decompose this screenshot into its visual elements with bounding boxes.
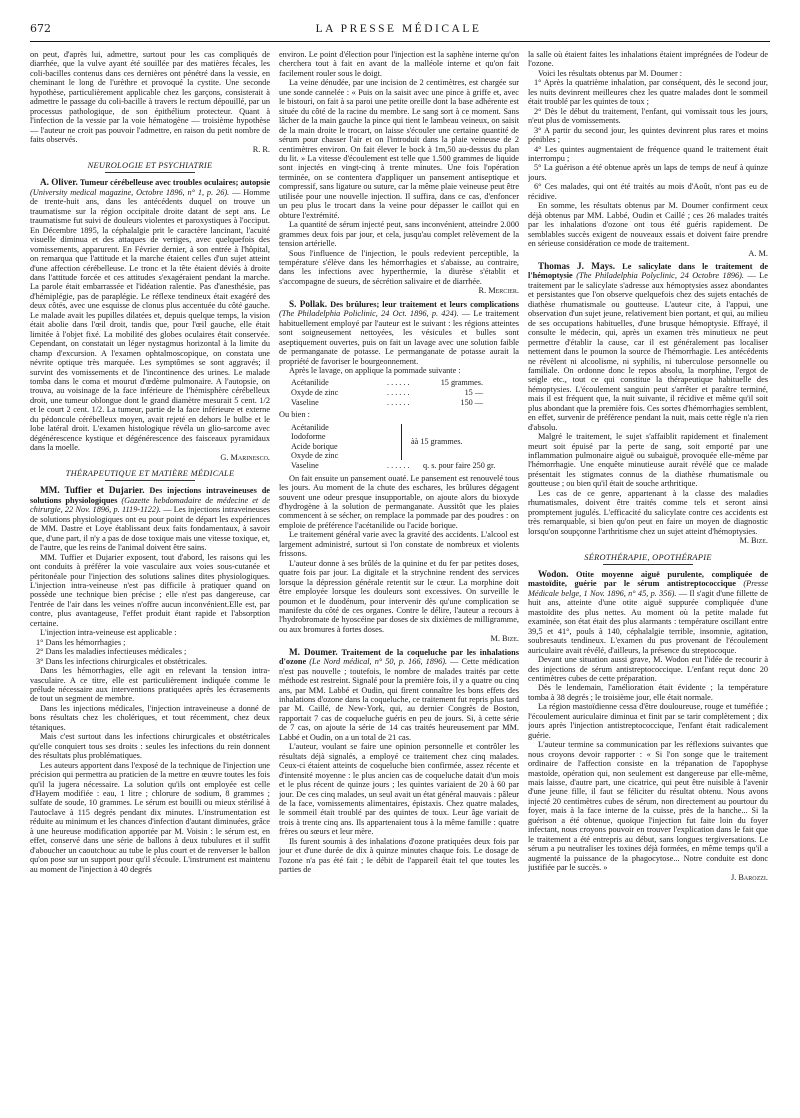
- ingredient-qty: q. s. pour faire 250 gr.: [423, 461, 496, 471]
- columns: [30, 50, 770, 1118]
- indication-list: [30, 638, 270, 666]
- formula-row: [291, 388, 519, 398]
- article-body: — Homme de trente-huit ans, dans les antécédents duquel on trouve un traumatisme sur la région occipitale droite datant de sept ans. Le traumatisme fut suivi de douleurs violentes et paroxystiques à l'occiput. En Décembre 1895, la céphalalgie prit le caractère lancinant, l'acuité visuelle diminua et des attaques de vertiges, avec quelquefois des vomissements, apparurent. En Février dernier, à son entrée à l'hôpital, on remarqua que l'attitude et la marche étaient celles d'un sujet atteint d'une affection cérébelleuse. Le tronc et la tête étaient déviés à droite dans l'attitude forcée et ces attitudes s'exagéraient pendant la marche. La parole était embarrassée et l'idéation ralentie. Pas d'anesthésie, pas d'hémiplégie, pas de paraplégie. Le réflexe tendineux était exagéré des deux côtés, avec une esquisse de clonus plus accentuée du côté gauche. Le malade avait les pupilles dilatées et, depuis quelque temps, la vision était abolie dans l'œil droit, tandis que, pour l'œil gauche, elle était limitée à l'objet fixé. La mobilité des globes oculaires était conservée. Cependant, on constatait un léger nystagmus horizontal à la limite du champ d'excursion. A l'examen ophtalmoscopique, on constata une névrite optique très marquée. Les symptômes se sont aggravés; il survint des vomissements et de l'incontinence des urines. Le malade tomba dans le coma et mourut d'œdème pulmonaire. A l'autopsie, on trouva, au voisinage de la face inférieure de l'hémisphère cérébelleux droit, une tumeur oblongue dont le grand diamètre mesurait 5 cent. 1/2 et le court 2 cent. 1/2. La tumeur, partie de la face inférieure et externe du pédoncule cérébelleux moyen, avait rejeté en dehors le bulbe et le lobe latéral droit. L'examen histologique révéla un glio-sarcome avec dégénérescence kystique et dégénérescence des faisceaux pyramidaux dans la moelle.: [30, 187, 270, 453]
- list-item: 5° La guérison a été obtenue après un laps de temps de neuf à quinze jours.: [528, 163, 768, 182]
- brace: [401, 424, 405, 460]
- ingredient-qty: àà 15 grammes.: [411, 437, 463, 447]
- paragraph: La région mastoïdienne cessa d'être douloureuse, rouge et tuméfiée ; l'écoulement auriculaire diminua et finit par se tarir complètement ; dix jours après l'injection antistreptococcique, l'enfant était radicalement guérie.: [528, 702, 768, 740]
- list-item: 1° Dans les hémorrhagies ;: [36, 637, 126, 647]
- signature: J. Barozzi.: [731, 872, 768, 882]
- paragraph: Ils furent soumis à des inhalations d'ozone pratiquées deux fois par jour et d'une durée de dix à quinze minutes chaque fois. Le dosage de l'ozone n'a pas été fait ; le débit de l'appareil était tel que toutes les parties de: [279, 836, 519, 875]
- section-heading: THÉRAPEUTIQUE ET MATIÈRE MÉDICALE: [30, 469, 270, 481]
- paragraph: En somme, les résultats obtenus par M. Doumer confirment ceux déjà obtenus par MM. Labbé, Oudin et Caillé ; ces 26 malades traités par les inhalations d'ozone ont tous été guéris rapidement. De semblables succès exigent de nouveaux essais et doivent faire prendre en sérieuse considération ce mode de traitement.: [528, 201, 768, 249]
- ingredient-qty: 15 grammes.: [440, 378, 483, 388]
- list-item: 1° Après la quatrième inhalation, par conséquent, dès le second jour, les nuits devinrent meilleures chez les quatre malades dont le sommeil était troublé par les quintes de toux ;: [528, 78, 768, 107]
- brace-group: [291, 423, 519, 461]
- list-item: 2° Dans les maladies infectieuses médicales ;: [36, 647, 187, 657]
- signature: R. R.: [252, 144, 270, 154]
- paragraph: La veine dénudée, par une incision de 2 centimètres, est chargée sur une sonde cannelée : « Puis on la saisit avec une pince à griffe et, avec le bistouri, on fait à sa paroi une petite oreille dont la base adhérente est située du côté de la racine du membre. Le sang sort à ce moment. Sans lâcher de la main gauche la pince qui tient le lambeau veineux, on saisit de la main droite le trocart, on laisse s'écouler une certaine quantité de sérum pour chasser l'air et on l'introduit dans la plaie veineuse de 2 centimètres environ. On fait élever le bock à 1m,50 au-dessus du plan du lit. » La vitesse d'écoulement est telle que 1.500 grammes de liquide sont injectés en vingt-cinq à trente minutes. Une fois l'opération terminée, on se contentera d'appliquer un pansement antiseptique et compressif, sans ligature ou suture, car la même plaie veineuse peut être utilisée pour une nouvelle injection. Il suffira, dans ce cas, d'enfoncer un peu plus le trocart dans la veine pour dépasser le caillot qui en obture l'extrémité.: [279, 78, 519, 220]
- ingredient-qty: 15 —: [464, 388, 483, 397]
- ingredient-name: Acétanilide: [291, 378, 329, 388]
- article-body: — Le traitement habituellement employé par l'auteur est le suivant : les régions atteintes sont soigneusement nettoyées, les vésicules et bulles sont aseptiquement ouvertes, puis on fait un lavage avec une solution faible de permanganate de potasse. Le permanganate de potasse aurait la propriété de favoriser le bourgeonnement.: [279, 309, 519, 366]
- paragraph: L'auteur donne à ses brûlés de la quinine et du fer par petites doses, quatre fois par jour. La digitale et la strychnine rendent des services lorsque la dépression générale retentit sur le cœur. La morphine doit être employée lorsque les douleurs sont excessives. On surveille le poumon et le duodénum, pour intervenir dès qu'une complication se manifeste du côté de ces organes. Contre le délire, l'auteur a recours à l'hydrobromate de hyoscéine par doses de six dixièmes de milligramme, ou aux bromures à fortes doses.: [279, 558, 519, 634]
- ingredient-name: Vaseline: [291, 397, 319, 407]
- article-title: Otite moyenne aiguë purulente, compliquée de mastoïdite, guérie par le sérum antistreptococcique: [528, 570, 768, 589]
- column-1: [30, 50, 270, 1118]
- leader-dots: . . . . . .: [387, 397, 410, 407]
- article-source: (The Philadelphia Polyclinic, 24 Octobre 1896).: [576, 271, 744, 281]
- paragraph: Malgré le traitement, le sujet s'affaiblit rapidement et finalement meurt soit épuisé par la perte de sang, soit emporté par une inflammation pulmonaire aiguë ou subaiguë, provoquée elle-même par l'hémorrhagie. Une enquête minutieuse aurait révélé que ce malade présentait les stigmates connus de la diathèse rhumatismale ou goutteuse ; ou bien qu'il était de souche arthritique.: [528, 432, 768, 489]
- article-mays: [528, 262, 768, 432]
- list-item: 4° Les quintes augmentaient de fréquence quand le traitement était interrompu ;: [528, 144, 768, 163]
- list-item: 6° Ces malades, qui ont été traités au mois d'Août, n'ont pas eu de récidive.: [528, 182, 768, 201]
- ingredient-name: Oxyde de zinc: [291, 388, 339, 397]
- article-source: (Gazette hebdomadaire de médecine et de chirurgie, 22 Nov. 1896, p. 1119-1122).: [30, 495, 270, 515]
- paragraph: Devant une situation aussi grave, M. Wodon eut l'idée de recourir à des injections de sérum antistreptococcique. L'enfant reçut donc 20 centimètres cubes de cette préparation.: [528, 655, 768, 683]
- article-title: Des brûlures; leur traitement et leurs complications: [330, 299, 519, 309]
- ingredient-name: Oxyde de zinc: [291, 451, 339, 461]
- leader-dots: . . . . . .: [387, 388, 410, 397]
- paragraph: Dès le lendemain, l'amélioration était évidente ; la température tomba à 38 degrés ; le troisième jour, elle était normale.: [528, 683, 768, 702]
- article-body: — Les injections intraveineuses de solutions physiologiques ont eu pour point de départ les expériences de MM. Dastre et Loye établissant deux faits fondamentaux, à savoir que, d'une part, il n'y a pas de dose toxique mais une vitesse toxique, et, de l'autre, que les reins de l'animal doivent être sains.: [30, 505, 270, 553]
- paragraph: La quantité de sérum injecté peut, sans inconvénient, atteindre 2.000 grammes deux fois par jour, et cela, jusqu'au complet relèvement de la tension artérielle.: [279, 220, 519, 249]
- article-body: — Il s'agit d'une fillette de huit ans, atteinte d'une otite aiguë suppurée compliquée d'une mastoïdite des plus nettes. Au moment où la petite malade fut examinée, son état était des plus alarmants : température oscillant entre 39,5 et 41°, pouls à 140, céphalalgie terrible, insomnie, agitation, soubresauts tendineux. L'examen du pus provenant de l'écoulement auriculaire avait révélé, d'ailleurs, la présence du streptocoque.: [528, 588, 768, 655]
- ingredient-name: Acide borique: [291, 441, 338, 451]
- article-title: Le salicylate dans le traitement de l'hémoptysie: [528, 261, 768, 281]
- prescription-2: [291, 423, 519, 471]
- results-list: [528, 78, 768, 201]
- signature: R. Mercier.: [478, 286, 519, 296]
- column-3: [528, 50, 768, 1118]
- paragraph: On fait ensuite un pansement ouaté. Le pansement est renouvelé tous les jours. Au moment de la chute des eschares, les brûlures dégagent souvent une odeur presque insupportable, on ajoute alors du bioxyde d'hydrogène à la solution de permanganate. Aussitôt que les plaies commencent à se sécher, on remplace la pommade par des poudres : on emploie de préférence l'acétanilide ou l'acide borique.: [279, 473, 519, 530]
- page-number: 672: [30, 22, 51, 35]
- article-body: — Le traitement par le salicylate s'adresse aux hémoptysies assez abondantes et persistantes que l'on observe quelquefois chez des sujets entachés de diathèse rhumatismale ou goutteuse. L'auteur cite, à l'appui, une observation d'un sujet jeune, relativement bien portant, et qui, au milieu de ses occupations habituelles, d'une brusque hémoptysie. Effrayé, il consulte le médecin, qui, après un examen très minutieux ne peut permettre d'établir la cause, car il est généralement pas localiser nettement dans le poumon la source de l'hémorrhagie. Les antécédents ne révèlent ni alcoolisme, ni syphilis, ni tuberculose personnelle ou familiale. On ordonne donc le repos absolu, la morphine, l'ergot de seigle etc., tout ce qui constitue la thérapeutique habituelle des hémoptysies. L'écoulement sanguin peut s'arrêter et paraître terminé, mais il est fréquent que, la nuit suivante, il récidive et même qu'il soit plus abondant que la première fois. Ces sortes d'hémorrhagies semblent, en effet, survenir de préférence pendant la nuit, mais cette règle n'a rien d'absolu.: [528, 271, 768, 432]
- article-source: (Presse Médicale belge, 1 Nov. 1896, n° 45, p. 356).: [528, 579, 768, 598]
- ingredient-name: Acétanilide: [291, 422, 329, 432]
- column-2: [279, 50, 519, 1118]
- paragraph: Dans les hémorrhagies, elle agit en relevant la tension intra-vasculaire. A ce titre, elle est particulièrement indiquée comme le prélude nécessaire aux interventions pratiquées après les écrasements de tout un segment de membre.: [30, 666, 270, 704]
- paragraph: Le traitement général varie avec la gravité des accidents. L'alcool est largement administré, surtout si l'on constate de nombreux et violents frissons.: [279, 530, 519, 559]
- paragraph: Dans les injections médicales, l'injection intraveineuse a donné de bons résultats chez les cholériques, et tout récemment, chez deux tétaniques.: [30, 703, 270, 732]
- article-author: A. Oliver.: [40, 177, 78, 188]
- ingredient-qty: 150 —: [460, 397, 483, 407]
- article-author: S. Pollak.: [289, 298, 328, 309]
- list-item: 3° A partir du second jour, les quintes devinrent plus rares et moins pénibles ;: [528, 125, 768, 145]
- article-body: — Cette médication n'est pas nouvelle ; toutefois, le nombre de malades traités par cette méthode est restreint. Signalé pour la première fois, il y a quatre ou cinq ans, par MM. Labbé et Oudin, qui firent connaître les bons effets des inhalations d'ozone dans la coqueluche, ce traitement fut repris plus tard par M. Caillé, de New-York, qui, au dernier Congrès de Boston, rapportait 7 cas de coqueluche guéris en peu de jours. Si, à cette série de 7 cas, on ajoute la série de 14 cas traités heureusement par MM. Labbé et Oudin, on a un total de 21 cas.: [279, 657, 519, 742]
- paragraph: environ. Le point d'élection pour l'injection est la saphène interne qu'on cherchera tout à fait en avant de la malléole interne et qu'on fait facilement rouler sous le doigt.: [279, 50, 519, 78]
- article-title: Des injections intraveineuses de solutions physiologiques: [30, 486, 270, 505]
- signature: M. Bize.: [490, 634, 519, 644]
- signature: A. M.: [748, 248, 768, 258]
- article-author: Wodon.: [538, 569, 569, 580]
- formula-row: [291, 378, 519, 388]
- paragraph: Les auteurs apportent dans l'exposé de la technique de l'injection une précision qui permettra au praticien de la mettre en œuvre toutes les fois qu'il la jugera nécessaire. La solution qu'ils ont employée est celle d'Hayem modifiée : eau, 1 litre ; chlorure de sodium, 8 grammes ; sulfate de soude, 10 grammes. Le sérum est bouilli ou mieux stérilisé à l'autoclave à 115 degrés pendant dix minutes. L'instrumentation est réduite au minimum et les chances d'infection d'autant diminuées, grâce à une heureuse modification apportée par M. Voisin : le sérum est, en effet, conservé dans une série de ballons à deux tubulures et il suffit d'aboucher un caoutchouc au tube le plus court et de renverser le ballon qu'on pose sur un support pour qu'il s'écoule. L'instrument est maintenu au moment de l'injection à 40 degrés: [30, 760, 270, 874]
- article-source: (Le Nord médical, n° 50, p. 166, 1896).: [309, 657, 448, 667]
- article-oliver: [30, 178, 270, 452]
- signature: M. Bize.: [739, 536, 768, 546]
- paragraph: on peut, d'après lui, admettre, surtout pour les cas compliqués de diarrhée, que la vulve ayant été souillée par des matières fécales, les coli-bacilles contenus dans ces dernières ont pénétré dans la vessie, en cheminant le long de l'urèthre et provoqué la cystite. Une seconde hypothèse, particulièrement applicable chez les garçons, consisterait à admettre le passage du coli-bacille à travers le rectum dépouillé, par un processus pathologique, de son épithélium protecteur. Quant à l'infection de la vessie par la voie hématogène — troisième hypothèse — l'auteur ne croit pas pouvoir l'admettre, en raison du petit nombre de faits observés.: [30, 50, 270, 145]
- list-item: 3° Dans les infections chirurgicales et obstétricales.: [36, 656, 208, 666]
- paragraph: MM. Tuffier et Dujarier exposent, tout d'abord, les raisons qui les ont conduits à préférer la voie vasculaire aux voies sous-cutanée et péritonéale pour l'injection des solutions salines dites physiologiques. L'injection intra-veineuse n'est pas difficile à pratiquer quand on possède une technique bien précise ; elle n'est pas dangereuse, car l'entrée de l'air dans les veines n'offre aucun inconvénient.Elle est, par contre, plus avantageuse, l'effet produit étant rapide et l'absorption certaine.: [30, 552, 270, 628]
- article-author: Thomas J. Mays.: [538, 260, 616, 271]
- paragraph: Ou bien :: [279, 410, 310, 420]
- signature: G. Marinesco.: [220, 452, 270, 462]
- paragraph: L'injection intra-veineuse est applicable :: [40, 628, 177, 638]
- article-pollak: [279, 300, 519, 366]
- section-heading: NEUROLOGIE ET PSYCHIATRIE: [30, 161, 270, 173]
- article-source: (University medical magazine, Octobre 1896, n° 1, p. 26).: [30, 187, 230, 197]
- article-title: Traitement de la coqueluche par les inhalations d'ozone: [279, 647, 519, 667]
- prescription-1: [291, 378, 519, 407]
- article-tuffier: [30, 486, 270, 552]
- formula-row: [291, 461, 519, 471]
- paragraph: L'auteur, voulant se faire une opinion personnelle et contrôler les résultats déjà signalés, a employé ce traitement chez cinq malades. Ceux-ci étaient atteints de coqueluche bien confirmée, assez récente et d'intensité moyenne : le plus ancien cas de coqueluche datait d'un mois et le plus récent de quinze jours ; les quintes variaient de 20 à 60 par jour. De ces cinq malades, un seul avait un état général mauvais : pâleur de la face, vomissements alimentaires, épistaxis. Chez quatre malades, le sommeil était troublé par des quintes de toux. Leur âge variait de trois à trente cinq ans. Ils appartenaient tous à la même famille : quatre frères ou sœurs et leur mère.: [279, 742, 519, 837]
- article-doumer: [279, 648, 519, 743]
- paragraph: Mais c'est surtout dans les infections chirurgicales et obstétricales qu'elle conquiert tous ses droits : seules les infections du rein donnent des résultats plus problématiques.: [30, 732, 270, 761]
- brace-items: [291, 423, 401, 461]
- paragraph: Après le lavage, on applique la pommade suivante :: [289, 365, 461, 375]
- paragraph: L'auteur termine sa communication par les réflexions suivantes que nous croyons devoir rapporter : « Si l'on songe que le traitement ordinaire de l'affection consiste en la trépanation de l'apophyse mastoïde, opération qui, non seulement est dangereuse par elle-même, mais laisse, d'autre part, une cicatrice, qui peut être nuisible à l'avenir d'une jeune fille, il faut se féliciter du résultat obtenu. Nous avons injecté 20 centimètres cubes de sérum, non directement au pourtour du foyer, mais à la face interne de la cuisse, près de la hanche... Si la guérison a été obtenue, quoique l'injection fut faite loin du foyer infectant, nous croyons pouvoir en trouver l'explication dans le fait que le traitement a été entrepris au début, sans longues tergiversations. Le sérum a pu neutraliser les toxines déjà formées, en même temps qu'il a augmenté la puissance de la phagocytose... Notre conduite est donc justifiée par le succès. »: [528, 740, 768, 873]
- list-item: 2° Dès le début du traitement, l'enfant, qui vomissait tous les jours, n'eut plus de vomissements.: [528, 106, 768, 126]
- leader-dots: . . . . . .: [387, 378, 410, 388]
- leader-dots: . . . . . .: [387, 461, 410, 471]
- paragraph: la salle où étaient faites les inhalations étaient imprégnées de l'odeur de l'ozone.: [528, 50, 768, 69]
- article-title: Tumeur cérébelleuse avec troubles oculaires; autopsie: [79, 178, 270, 188]
- ingredient-name: Iodoforme: [291, 432, 326, 442]
- article-wodon: [528, 570, 768, 655]
- ingredient-name: Vaseline: [291, 461, 319, 471]
- paragraph: Les cas de ce genre, appartenant à la classe des maladies rhumatismales, doivent être traités comme tels et seront ainsi promptement jugulés. L'efficacité du salicylate contre ces accidents est très remarquable, si bien qu'on peut en faire un moyen de diagnostic lorsqu'on soupçonne l'arthritisme chez un sujet atteint d'hémoptysies.: [528, 488, 768, 536]
- journal-title: LA PRESSE MÉDICALE: [315, 23, 482, 35]
- formula-row: [291, 398, 519, 408]
- article-source: (The Philadelphia Policlinic, 24 Oct. 1896, p. 424).: [279, 309, 459, 319]
- paragraph: Voici les résultats obtenus par M. Doumer :: [538, 68, 683, 78]
- section-heading: SÉROTHÉRAPIE, OPOTHÉRAPIE: [528, 553, 768, 565]
- paragraph: Sous l'influence de l'injection, le pouls redevient perceptible, la température s'élève dans les hémorrhagies et s'abaisse, au contraire, dans les infections avec hyperthermie, la diurèse s'établit et s'accompagne de sueurs, de sécrétion salivaire et de diarrhée.: [279, 248, 519, 286]
- article-author: MM. Tuffier et Dujarier.: [40, 485, 145, 496]
- article-author: M. Doumer.: [289, 646, 338, 657]
- page-header: [30, 22, 770, 42]
